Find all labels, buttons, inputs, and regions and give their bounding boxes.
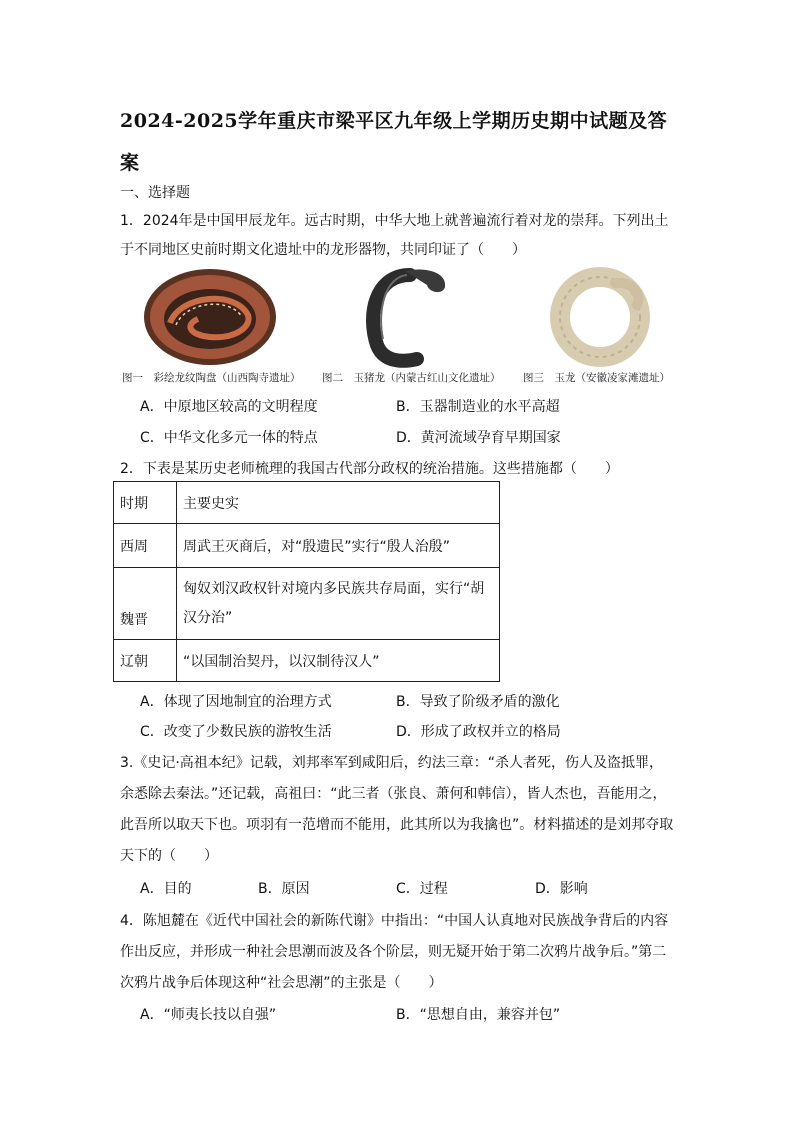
history-measures-table — [113, 481, 500, 682]
q1-option-d: D．黄河流域孕育早期国家 — [396, 430, 561, 446]
q2-option-c: C．改变了少数民族的游牧生活 — [140, 724, 332, 740]
q3-option-d: D．影响 — [535, 881, 588, 897]
q3-stem-line-4: 天下的（ ） — [120, 848, 218, 864]
q1-option-c: C．中华文化多元一体的特点 — [140, 430, 318, 446]
row-fact-line-2: 汉分治” — [183, 609, 233, 626]
q2-stem: 2．下表是某历史老师梳理的我国古代部分政权的统治措施。这些措施都（ ） — [120, 461, 619, 477]
table-row — [114, 524, 500, 568]
q3-option-a: A．目的 — [140, 881, 192, 897]
section-heading: 一、选择题 — [120, 185, 190, 201]
row-period: 西周 — [114, 524, 177, 568]
q4-option-b: B．“思想自由，兼容并包” — [396, 1007, 561, 1023]
q4-stem-line-1: 4．陈旭麓在《近代中国社会的新陈代谢》中指出：“中国人认真地对民族战争背后的内容 — [120, 913, 669, 929]
q4-option-a: A．“师夷长技以自强” — [140, 1007, 277, 1023]
painted-dragon-pottery-plate-image — [140, 265, 280, 370]
table-row — [114, 640, 500, 682]
figure-2-caption: 图二 玉猪龙（内蒙古红山文化遗址） — [322, 372, 501, 384]
q2-option-d: D．形成了政权并立的格局 — [396, 724, 561, 740]
figure-1-caption: 图一 彩绘龙纹陶盘（山西陶寺遗址） — [122, 372, 301, 384]
row-fact: 周武王灭商后，对“殷遗民”实行“殷人治殷” — [177, 524, 500, 568]
q4-stem-line-2: 作出反应，并形成一种社会思潮而波及各个阶层，则无疑开始于第二次鸦片战争后。”第二 — [120, 944, 667, 960]
figure-3-caption: 图三 玉龙（安徽凌家滩遗址） — [523, 372, 670, 384]
q1-stem-line-1: 1．2024年是中国甲辰龙年。远古时期，中华大地上就普遍流行着对龙的崇拜。下列出土 — [120, 213, 669, 229]
q2-option-a: A．体现了因地制宜的治理方式 — [140, 694, 332, 710]
q2-option-b: B．导致了阶级矛盾的激化 — [396, 694, 560, 710]
document-title: 2024-2025学年重庆市梁平区九年级上学期历史期中试题及答案 — [120, 110, 668, 174]
row-fact-line-1: 匈奴刘汉政权针对境内多民族共存局面，实行“胡 — [183, 580, 485, 597]
header-period: 时期 — [114, 482, 177, 524]
q3-stem-line-2: 余悉除去秦法。”还记载，高祖曰：“此三者（张良、萧何和韩信），皆人杰也，吾能用之， — [120, 786, 667, 802]
row-period: 辽朝 — [114, 640, 177, 682]
q3-option-c: C．过程 — [396, 881, 448, 897]
q3-stem-line-1: 3.《史记·高祖本纪》记载，刘邦率军到咸阳后，约法三章：“杀人者死，伤人及盗抵罪， — [120, 755, 664, 771]
q4-stem-line-3: 次鸦片战争后体现这种“社会思潮”的主张是（ ） — [120, 975, 443, 991]
table-header-row — [114, 482, 500, 524]
row-fact — [177, 568, 500, 640]
table-row — [114, 568, 500, 640]
q3-option-b: B．原因 — [258, 881, 310, 897]
row-period: 魏晋 — [114, 568, 177, 640]
header-main-facts: 主要史实 — [177, 482, 500, 524]
row-fact: “以国制治契丹，以汉制待汉人” — [177, 640, 500, 682]
q1-stem-line-2: 于不同地区史前时期文化遗址中的龙形器物，共同印证了（ ） — [120, 242, 526, 258]
q1-option-b: B．玉器制造业的水平高超 — [396, 399, 560, 415]
q3-stem-line-3: 此吾所以取天下也。项羽有一范增而不能用，此其所以为我擒也”。材料描述的是刘邦夺取 — [120, 817, 674, 833]
jade-pig-dragon-image — [355, 265, 455, 370]
jade-dragon-ring-image — [545, 265, 655, 370]
q1-option-a: A．中原地区较高的文明程度 — [140, 399, 318, 415]
